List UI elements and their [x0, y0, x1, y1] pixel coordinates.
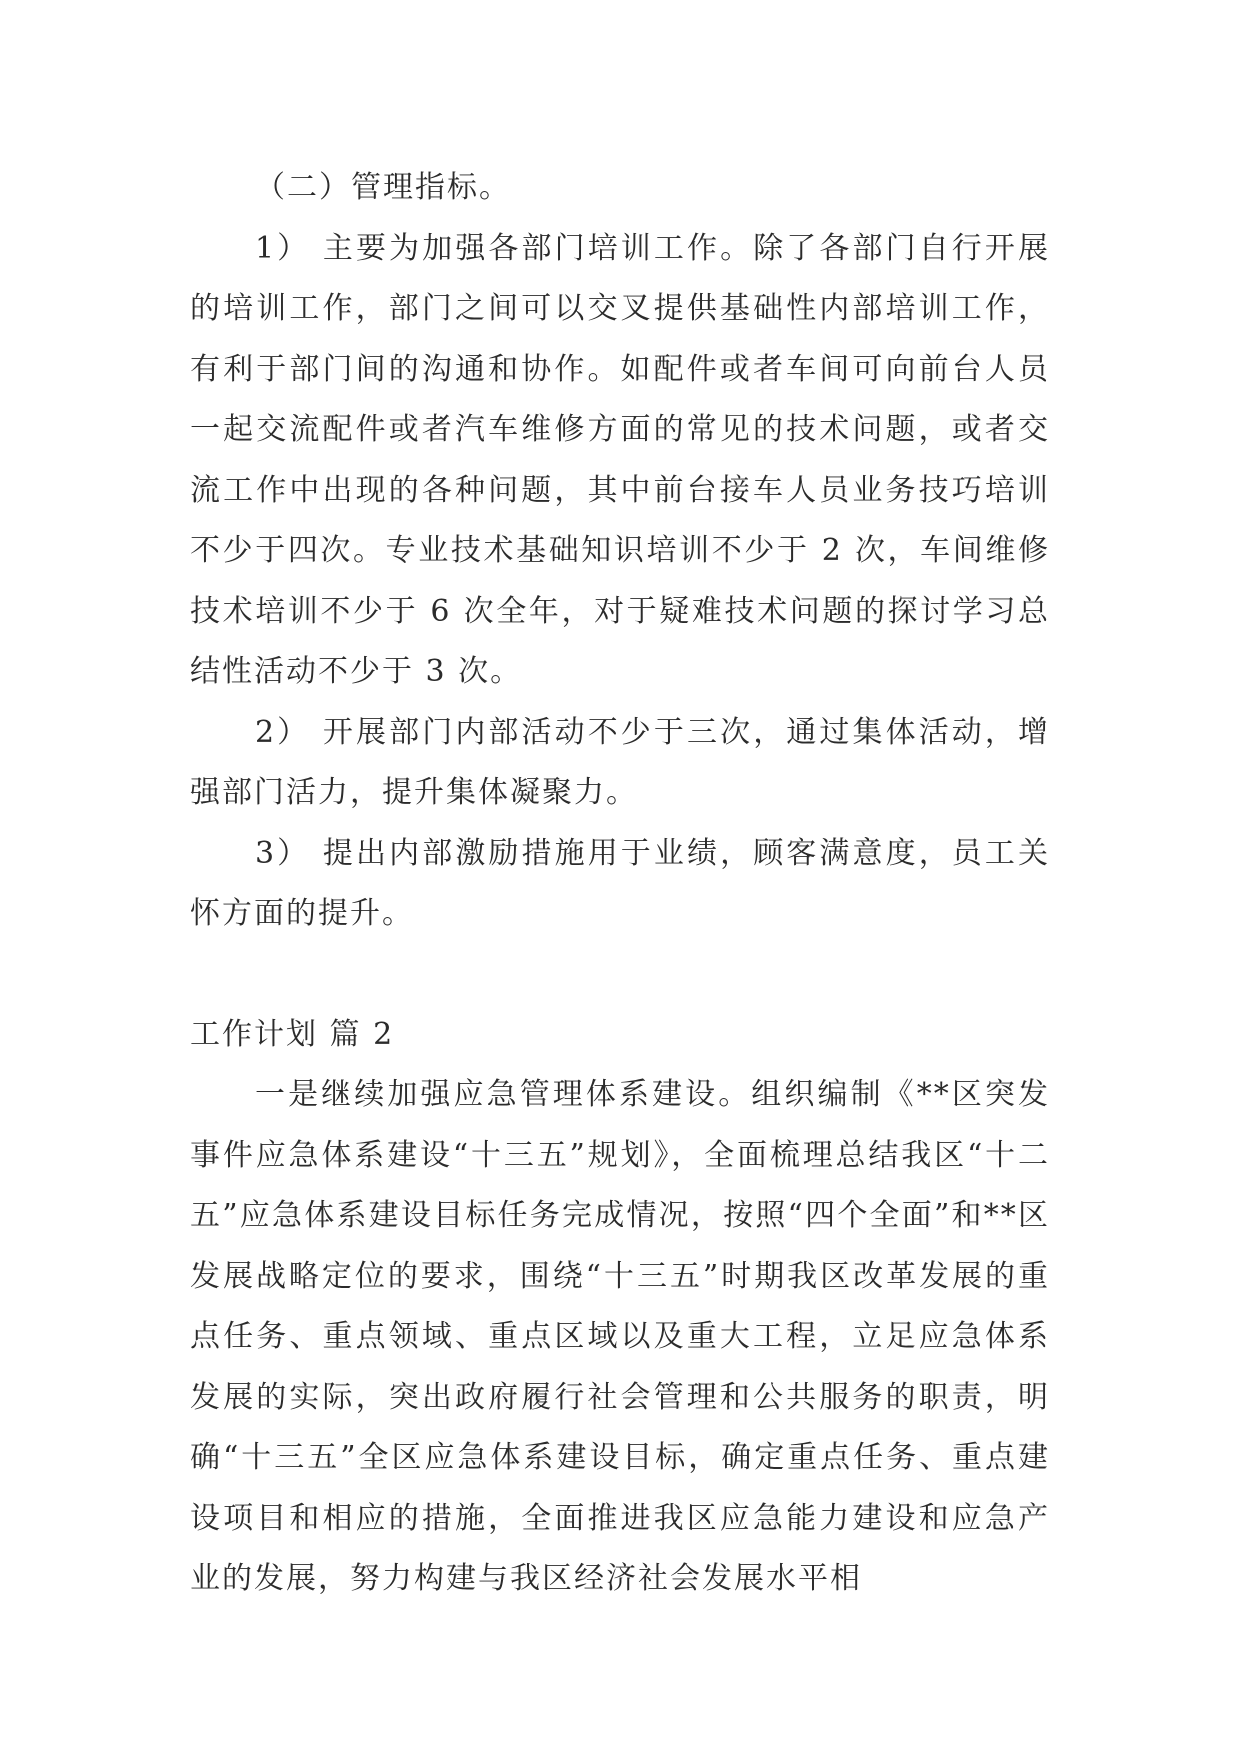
list-item-2: 2） 开展部门内部活动不少于三次，通过集体活动，增强部门活力，提升集体凝聚力。 — [190, 714, 1050, 810]
list-item-3: 3） 提出内部激励措施用于业绩，顾客满意度，员工关怀方面的提升。 — [190, 835, 1050, 931]
document-body — [190, 158, 1050, 1610]
list-item-1: 1） 主要为加强各部门培训工作。除了各部门自行开展的培训工作，部门之间可以交叉提供基础性内部培训工作，有利于部门间的沟通和协作。如配件或者车间可向前台人员一起交流配件或者汽车维修方面的常见的技术问题，或者交流工作中出现的各种问题，其中前台接车人员业务技巧培训不少于四次。专业技术基础知识培训不少于 2 次，车间维修技术培训不少于 6 次全年，对于疑难技术问题的探讨学习总结性活动不少于 3 次。 — [190, 230, 1050, 689]
body-paragraph: 一是继续加强应急管理体系建设。组织编制《**区突发事件应急体系建设“十三五”规划》，全面梳理总结我区“十二五”应急体系建设目标任务完成情况，按照“四个全面”和**区发展战略定位的要求，围绕“十三五”时期我区改革发展的重点任务、重点领域、重点区域以及重大工程，立足应急体系发展的实际，突出政府履行社会管理和公共服务的职责，明确“十三五”全区应急体系建设目标，确定重点任务、重点建设项目和相应的措施，全面推进我区应急能力建设和应急产业的发展，努力构建与我区经济社会发展水平相 — [190, 1077, 1050, 1596]
article-title: 工作计划 篇 2 — [190, 1016, 395, 1052]
section-heading: （二）管理指标。 — [255, 170, 511, 205]
